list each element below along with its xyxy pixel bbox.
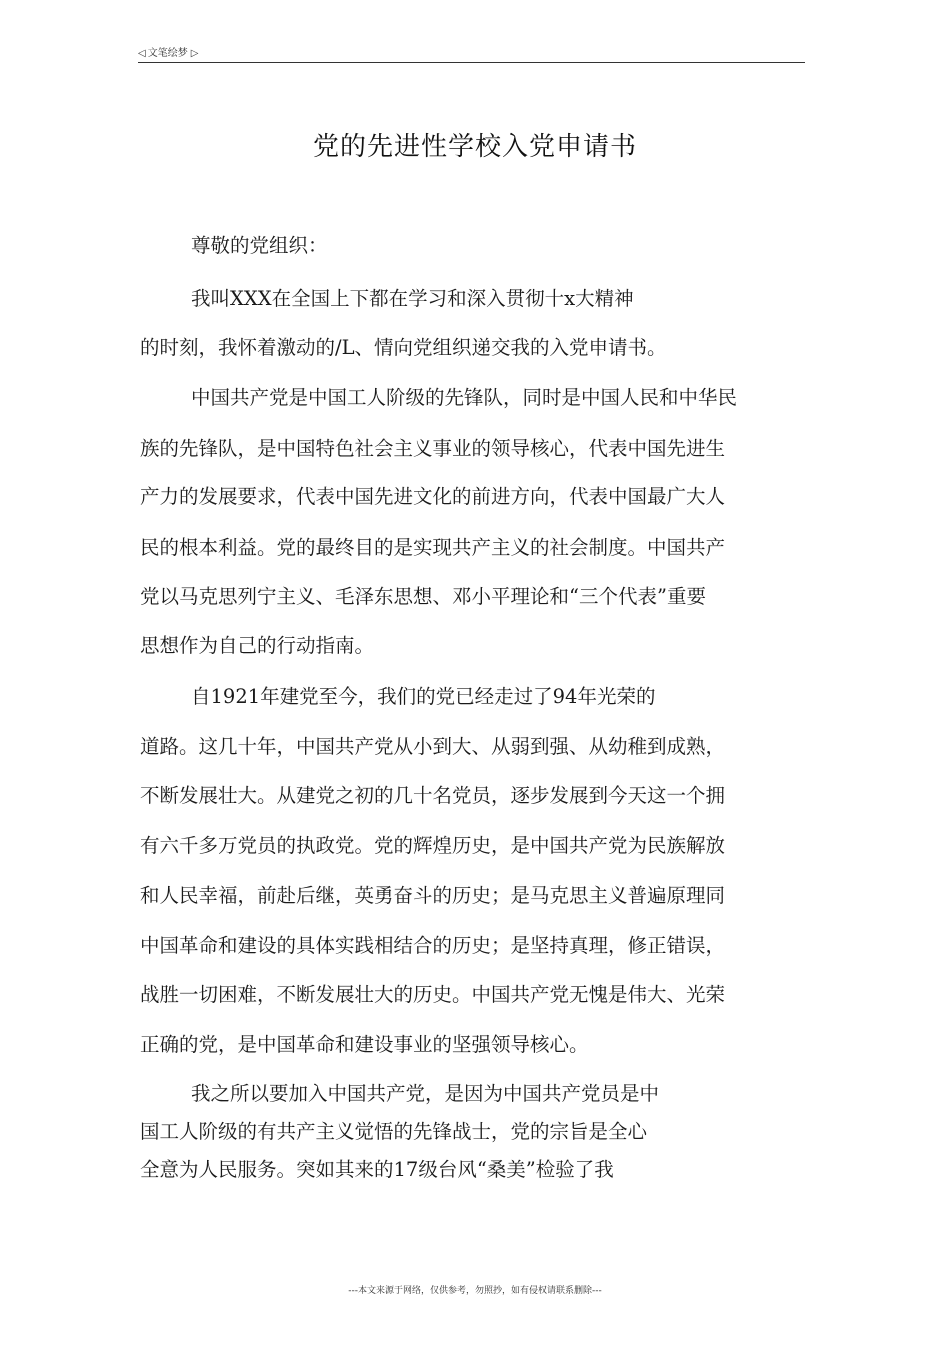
paragraph-line: 和人民幸福，前赴后继，英勇奋斗的历史；是马克思主义普遍原理同: [140, 884, 726, 907]
paragraph-line: 自1921年建党至今，我们的党已经走过了94年光荣的: [191, 685, 656, 708]
paragraph-line: 国工人阶级的有共产主义觉悟的先锋战士，党的宗旨是全心: [140, 1120, 648, 1143]
paragraph-line: 思想作为自己的行动指南。: [140, 634, 375, 657]
paragraph-line: 的时刻，我怀着激动的/L、情向党组织递交我的入党申请书。: [140, 336, 667, 359]
paragraph-line: 中国共产党是中国工人阶级的先锋队，同时是中国人民和中华民: [191, 386, 738, 409]
paragraph-line: 全意为人民服务。突如其来的17级台风“桑美”检验了我: [140, 1158, 614, 1181]
page-footer: ---本文来源于网络，仅供参考，勿照抄，如有侵权请联系删除---: [348, 1286, 602, 1296]
paragraph-line: 民的根本利益。党的最终目的是实现共产主义的社会制度。中国共产: [140, 536, 726, 559]
paragraph-line: 不断发展壮大。从建党之初的几十名党员，逐步发展到今天这一个拥: [140, 784, 726, 807]
header-text: 文笔绘梦: [147, 48, 188, 59]
paragraph-line: 产力的发展要求，代表中国先进文化的前进方向，代表中国最广大人: [140, 485, 726, 508]
paragraph-line: 我叫XXX在全国上下都在学习和深入贯彻十x大精神: [191, 287, 634, 310]
paragraph-line: 道路。这几十年，中国共产党从小到大、从弱到强、从幼稚到成熟，: [140, 735, 726, 758]
paragraph-line: 党以马克思列宁主义、毛泽东思想、邓小平理论和“三个代表”重要: [140, 585, 706, 608]
paragraph-line: 中国革命和建设的具体实践相结合的历史；是坚持真理，修正错误，: [140, 934, 726, 957]
paragraph-line: 族的先锋队，是中国特色社会主义事业的领导核心，代表中国先进生: [140, 437, 726, 460]
paragraph-line: 我之所以要加入中国共产党，是因为中国共产党员是中: [191, 1082, 660, 1105]
right-triangle-icon: ▷: [190, 48, 199, 59]
left-triangle-icon: ◁: [138, 48, 146, 59]
page-title: 党的先进性学校入党申请书: [312, 132, 637, 162]
paragraph-line: 战胜一切困难，不断发展壮大的历史。中国共产党无愧是伟大、光荣: [140, 983, 726, 1006]
paragraph-line: 有六千多万党员的执政党。党的辉煌历史，是中国共产党为民族解放: [140, 834, 726, 857]
page-header: [138, 44, 805, 63]
paragraph-line: 正确的党，是中国革命和建设事业的坚强领导核心。: [140, 1033, 589, 1056]
salutation: 尊敬的党组织：: [191, 234, 328, 257]
